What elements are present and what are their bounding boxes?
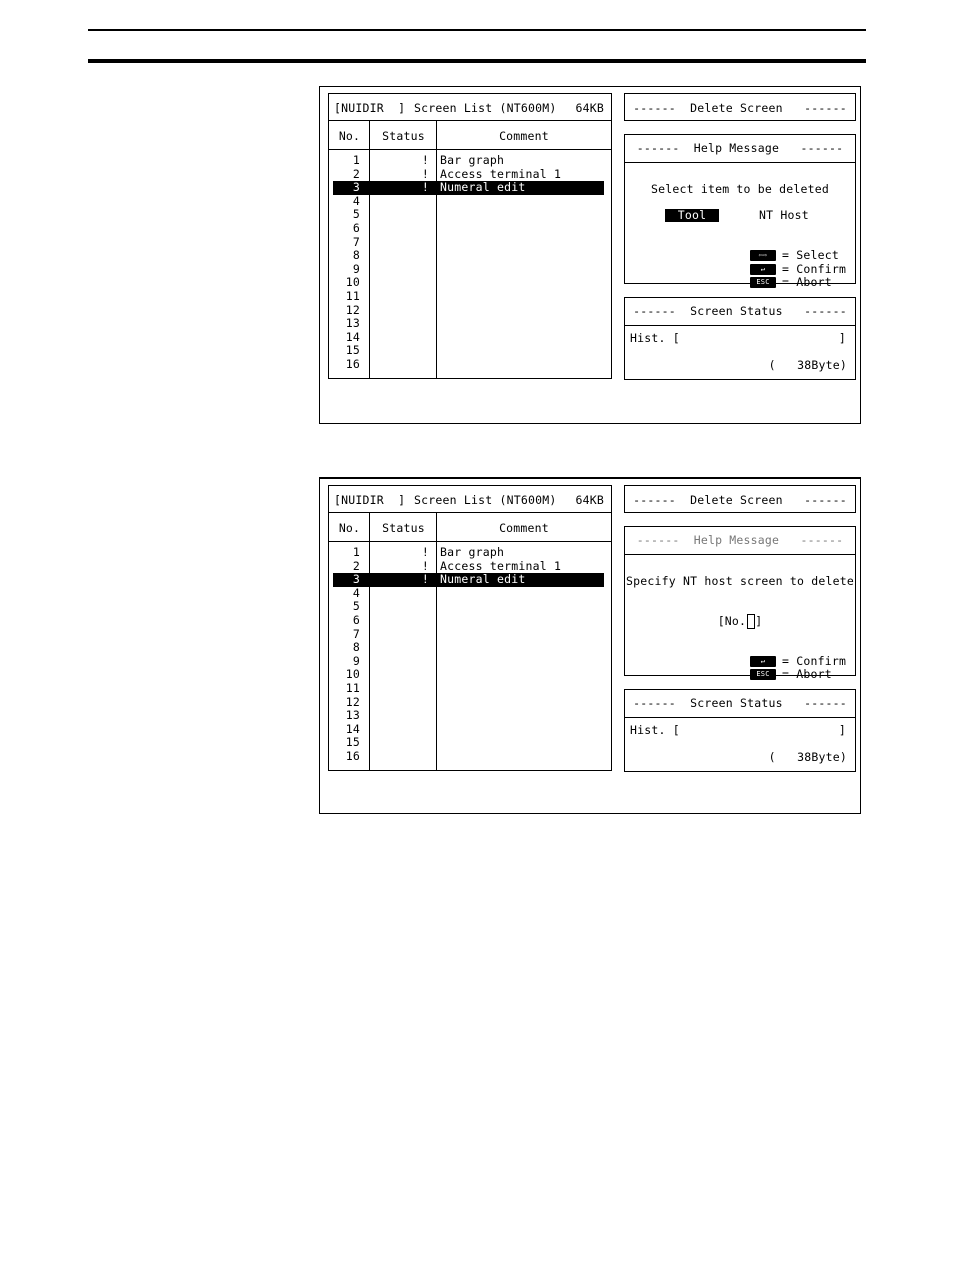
byte-count: ( 38Byte): [768, 750, 847, 764]
table-row[interactable]: [333, 358, 604, 372]
row-no: 9: [352, 261, 360, 276]
row-no: 6: [352, 612, 360, 627]
screen-number-suffix: ]: [755, 614, 763, 628]
key-confirm-row: [693, 642, 847, 668]
screen-number-input[interactable]: [625, 614, 855, 629]
history-close-bracket: ]: [838, 723, 846, 737]
left-right-arrow-keys-icon: ⇦⇨: [750, 250, 776, 261]
screen-list-title: Screen List (NT600M): [414, 493, 557, 507]
table-row[interactable]: [333, 331, 604, 345]
option-nt-host[interactable]: NT Host: [759, 208, 809, 222]
key-confirm-label: = Confirm: [782, 654, 847, 668]
table-row[interactable]: [333, 587, 604, 601]
table-row[interactable]: [333, 600, 604, 614]
help-message-titlebar: [625, 135, 855, 163]
row-no: 8: [352, 248, 360, 263]
help-message-body: [625, 163, 855, 289]
table-row[interactable]: [333, 560, 604, 574]
screen-list-title: Screen List (NT600M): [414, 101, 557, 115]
table-row[interactable]: [333, 696, 604, 710]
row-comment: Numeral edit: [440, 180, 526, 195]
table-row[interactable]: [333, 344, 604, 358]
column-no: No.: [338, 521, 361, 535]
screen-list-titlebar: [329, 94, 611, 121]
column-comment: Comment: [499, 521, 549, 535]
row-status: !: [421, 153, 429, 167]
row-no: 13: [345, 316, 360, 331]
screen-status-titlebar: [625, 690, 855, 718]
key-select-label: = Select: [782, 248, 839, 262]
row-no: 11: [345, 680, 360, 695]
column-status: Status: [382, 129, 425, 143]
row-no: 3: [352, 180, 360, 195]
delete-screen-panel: [624, 485, 856, 513]
key-abort-row: [693, 655, 832, 681]
table-row[interactable]: [333, 222, 604, 236]
memory-size: 64KB: [575, 101, 604, 115]
row-no: 14: [345, 329, 360, 344]
column-no: No.: [338, 129, 361, 143]
column-status: Status: [382, 521, 425, 535]
option-tool[interactable]: Tool: [665, 209, 719, 222]
screen-status-titlebar: [625, 298, 855, 326]
screen-delete-nt-host: [319, 477, 861, 814]
enter-key-icon: ↵: [750, 656, 776, 667]
enter-key-icon: ↵: [750, 264, 776, 275]
row-no: 15: [345, 735, 360, 750]
table-row[interactable]: [333, 263, 604, 277]
header-rule-thin: [88, 29, 866, 31]
screen-status-panel: [624, 689, 856, 772]
row-comment: Bar graph: [440, 153, 505, 167]
key-confirm-label: = Confirm: [782, 262, 847, 276]
delete-screen-title: ------ Delete Screen ------: [633, 493, 847, 507]
row-no: 8: [352, 640, 360, 655]
row-no: 10: [345, 275, 360, 290]
history-label: Hist. [: [630, 723, 680, 737]
help-message-panel: [624, 526, 856, 681]
help-message-titlebar: [625, 527, 855, 555]
key-abort-row: [693, 263, 832, 289]
row-comment: Numeral edit: [440, 572, 526, 587]
screen-number-prefix: [No.: [717, 614, 747, 628]
table-row[interactable]: [333, 304, 604, 318]
history-label: Hist. [: [630, 331, 680, 345]
row-no: 16: [345, 356, 360, 371]
row-no: 1: [352, 545, 360, 559]
esc-key-icon: ESC: [750, 277, 776, 288]
help-message-panel: [624, 134, 856, 289]
row-no: 2: [352, 166, 360, 181]
table-row[interactable]: [333, 276, 604, 290]
header-rule-thick: [88, 59, 866, 63]
table-row[interactable]: [333, 317, 604, 331]
text-cursor-icon: [747, 614, 755, 629]
table-row[interactable]: [333, 628, 604, 642]
table-row[interactable]: [333, 750, 604, 764]
table-row[interactable]: [333, 168, 604, 182]
screen-list-header: [329, 121, 611, 150]
table-row[interactable]: [333, 668, 604, 682]
table-row[interactable]: [333, 709, 604, 723]
screen-list-rows: [333, 546, 604, 764]
row-no: 3: [352, 572, 360, 587]
row-comment: Bar graph: [440, 545, 505, 559]
esc-key-icon: ESC: [750, 669, 776, 680]
key-abort-label: = Abort: [782, 667, 832, 681]
row-no: 7: [352, 626, 360, 641]
row-status: !: [421, 572, 429, 587]
screen-list-header: [329, 513, 611, 542]
row-status: !: [421, 166, 429, 181]
row-no: 6: [352, 220, 360, 235]
row-no: 14: [345, 721, 360, 736]
table-row[interactable]: [333, 195, 604, 209]
history-close-bracket: ]: [838, 331, 846, 345]
delete-screen-title: ------ Delete Screen ------: [633, 101, 847, 115]
row-comment: Access terminal 1: [440, 166, 562, 181]
table-row[interactable]: [333, 546, 604, 560]
row-no: 5: [352, 207, 360, 222]
help-message-title: ------ Help Message ------: [636, 141, 844, 155]
row-no: 12: [345, 694, 360, 709]
key-select-row: [693, 236, 839, 262]
table-row[interactable]: [333, 249, 604, 263]
screen-list-panel: [328, 93, 612, 379]
screen-delete-select-item: [319, 86, 861, 424]
row-no: 16: [345, 748, 360, 763]
table-row[interactable]: [333, 736, 604, 750]
key-confirm-row: [693, 250, 847, 276]
row-no: 12: [345, 302, 360, 317]
row-no: 11: [345, 288, 360, 303]
table-row[interactable]: [333, 154, 604, 168]
directory-name: [NUIDIR ]: [334, 493, 406, 507]
row-no: 5: [352, 599, 360, 614]
screen-status-title: ------ Screen Status ------: [633, 304, 847, 318]
screen-status-panel: [624, 297, 856, 380]
row-status: !: [421, 545, 429, 559]
table-row[interactable]: [333, 290, 604, 304]
help-message-title: ------ Help Message ------: [636, 533, 844, 547]
column-comment: Comment: [499, 129, 549, 143]
table-row[interactable]: [333, 682, 604, 696]
row-no: 7: [352, 234, 360, 249]
row-no: 4: [352, 585, 360, 600]
help-message-text: Select item to be deleted: [650, 182, 830, 196]
table-row[interactable]: [333, 655, 604, 669]
screen-list-panel: [328, 485, 612, 771]
table-row[interactable]: [333, 641, 604, 655]
help-message-text: Specify NT host screen to delete: [626, 574, 854, 588]
row-no: 15: [345, 343, 360, 358]
screen-list-titlebar: [329, 486, 611, 513]
row-no: 13: [345, 708, 360, 723]
delete-screen-panel: [624, 93, 856, 121]
table-row[interactable]: [333, 723, 604, 737]
table-row[interactable]: [333, 614, 604, 628]
row-no: 9: [352, 653, 360, 668]
help-message-body: [625, 555, 855, 681]
byte-count: ( 38Byte): [768, 358, 847, 372]
screen-list-rows: [333, 154, 604, 372]
table-row[interactable]: [333, 236, 604, 250]
row-comment: Access terminal 1: [440, 558, 562, 573]
row-no: 10: [345, 667, 360, 682]
screen-status-title: ------ Screen Status ------: [633, 696, 847, 710]
row-no: 4: [352, 193, 360, 208]
row-no: 2: [352, 558, 360, 573]
directory-name: [NUIDIR ]: [334, 101, 406, 115]
row-status: !: [421, 558, 429, 573]
table-row-selected[interactable]: [333, 573, 604, 587]
row-status: !: [421, 180, 429, 195]
row-no: 1: [352, 153, 360, 167]
key-abort-label: = Abort: [782, 275, 832, 289]
memory-size: 64KB: [575, 493, 604, 507]
table-row[interactable]: [333, 208, 604, 222]
table-row-selected[interactable]: [333, 181, 604, 195]
